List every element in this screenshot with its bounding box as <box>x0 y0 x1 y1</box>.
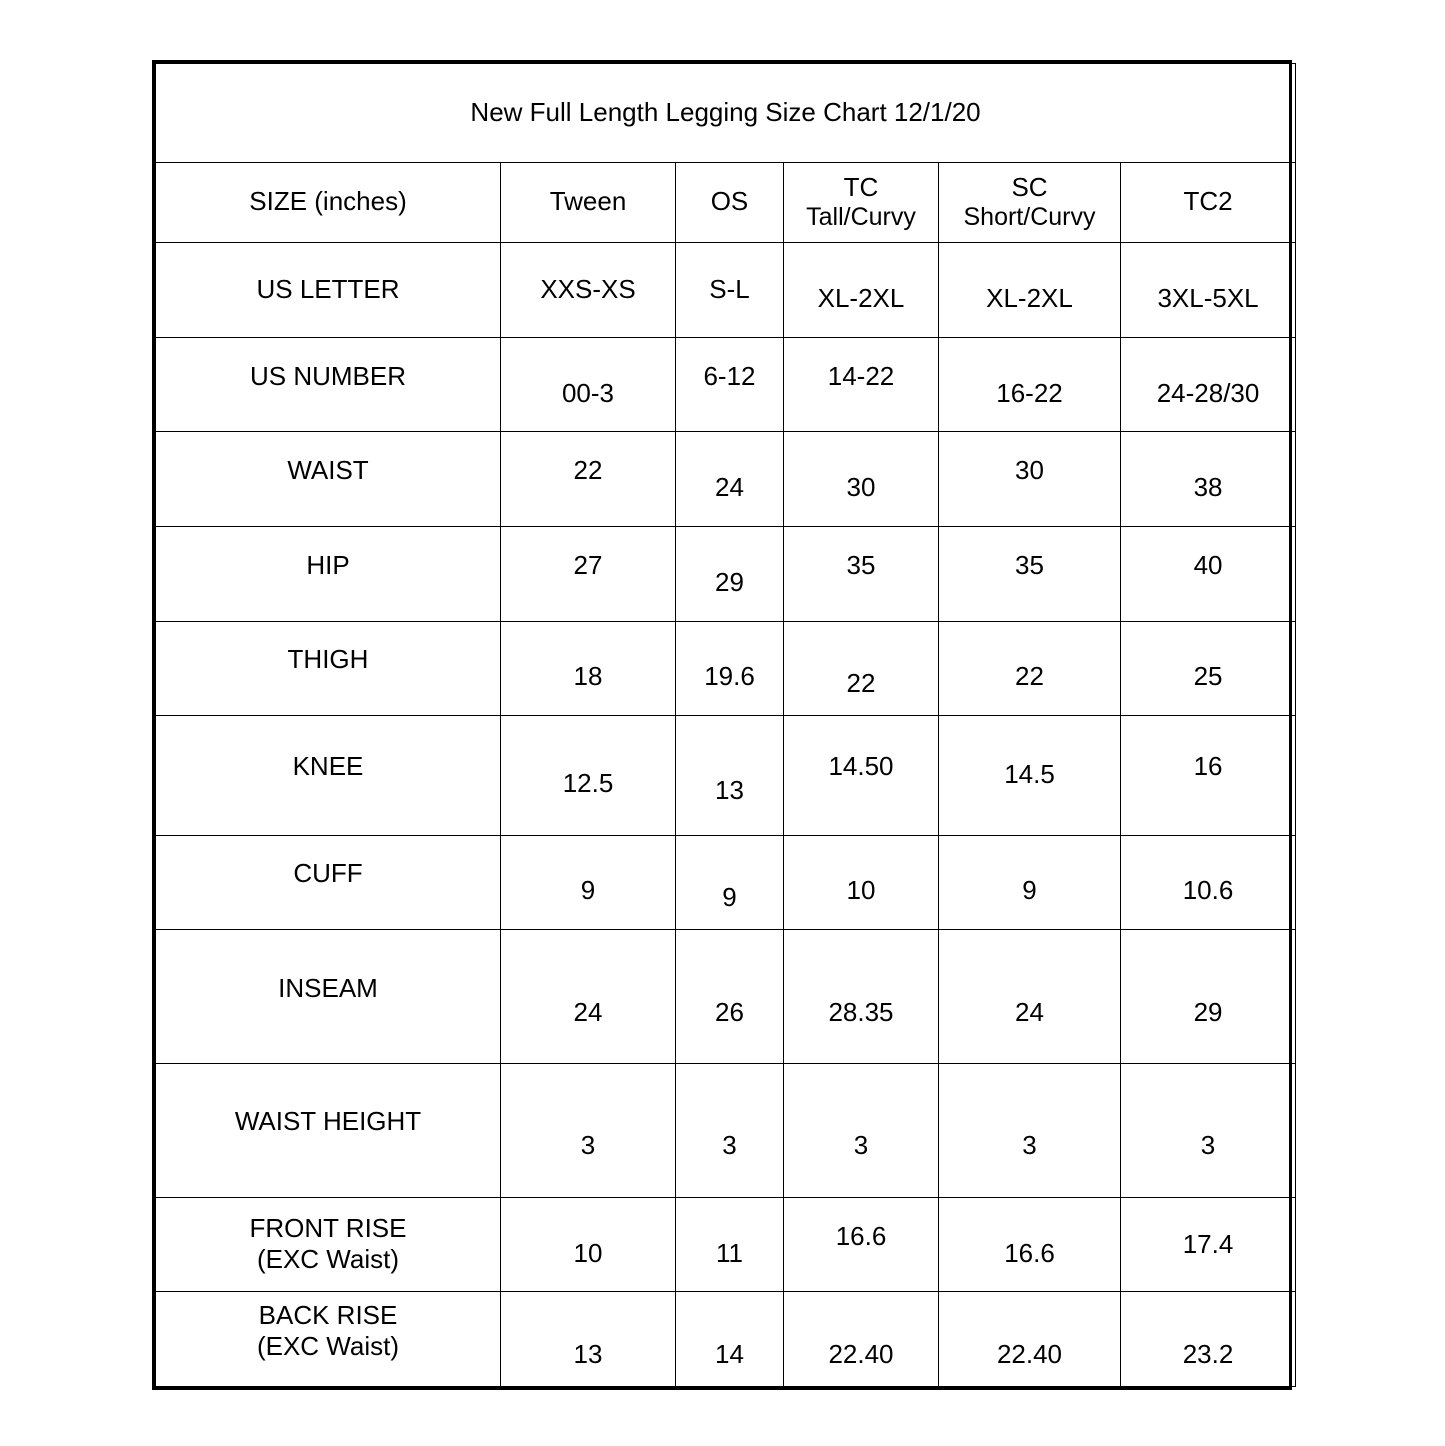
cell-cuff-tc: 10 <box>784 844 939 939</box>
cell-thigh-tween: 18 <box>501 630 676 725</box>
size-chart-table <box>155 63 1296 1387</box>
cell-front-rise-tc: 16.6 <box>784 1189 939 1284</box>
cell-front-rise-os: 11 <box>676 1206 784 1301</box>
cell-us-number-tween: 00-3 <box>501 346 676 441</box>
column-header-sc <box>939 162 1121 242</box>
table-row <box>156 1063 1296 1197</box>
table-row <box>156 621 1296 716</box>
column-header-sc-main: SC <box>1011 172 1048 203</box>
row-label-back-rise-line2: (EXC Waist) <box>256 1331 400 1362</box>
cell-us-letter-tween: XXS-XS <box>501 242 676 337</box>
cell-hip-tween: 27 <box>501 518 676 613</box>
cell-front-rise-tc2: 17.4 <box>1121 1197 1296 1292</box>
cell-us-letter-os: S-L <box>676 242 784 337</box>
cell-knee-sc: 14.5 <box>939 716 1121 835</box>
cell-back-rise-tween: 13 <box>501 1308 676 1403</box>
cell-cuff-tween: 9 <box>501 844 676 939</box>
cell-cuff-tc2: 10.6 <box>1121 844 1296 939</box>
cell-knee-tc: 14.50 <box>784 708 939 827</box>
cell-us-letter-tc: XL-2XL <box>784 251 939 346</box>
cell-thigh-sc: 22 <box>939 630 1121 725</box>
row-label-hip: HIP <box>156 518 501 613</box>
cell-hip-tc: 35 <box>784 518 939 613</box>
cell-waist-height-tc: 3 <box>784 1079 939 1213</box>
table-row <box>156 526 1296 621</box>
row-label-us-number: US NUMBER <box>156 329 501 424</box>
cell-us-number-os: 6-12 <box>676 329 784 424</box>
cell-hip-os: 29 <box>676 535 784 630</box>
row-label-cuff: CUFF <box>156 827 501 922</box>
cell-waist-sc: 30 <box>939 424 1121 519</box>
cell-cuff-os: 9 <box>676 851 784 946</box>
row-label-knee: KNEE <box>156 708 501 827</box>
cell-inseam-tc: 28.35 <box>784 946 939 1080</box>
cell-back-rise-sc: 22.40 <box>939 1308 1121 1403</box>
cell-back-rise-tc2: 23.2 <box>1121 1308 1296 1403</box>
row-label-waist-height: WAIST HEIGHT <box>156 1055 501 1189</box>
table-row <box>156 1292 1296 1387</box>
row-label-us-letter: US LETTER <box>156 242 501 337</box>
cell-waist-height-sc: 3 <box>939 1079 1121 1213</box>
size-chart-frame <box>152 60 1292 1390</box>
cell-front-rise-sc: 16.6 <box>939 1206 1121 1301</box>
column-header-tc-main: TC <box>843 172 879 203</box>
column-header-tc <box>784 162 939 242</box>
table-row <box>156 432 1296 527</box>
table-row <box>156 930 1296 1064</box>
cell-knee-tween: 12.5 <box>501 725 676 844</box>
cell-waist-height-tc2: 3 <box>1121 1079 1296 1213</box>
row-label-front-rise-line2: (EXC Waist) <box>256 1244 400 1275</box>
row-label-waist: WAIST <box>156 424 501 519</box>
column-header-tc2: TC2 <box>1121 162 1296 242</box>
cell-waist-height-os: 3 <box>676 1079 784 1213</box>
table-row <box>156 242 1296 337</box>
column-header-tc-sub: Tall/Curvy <box>806 202 916 231</box>
row-label-back-rise-line1: BACK RISE <box>258 1299 398 1330</box>
cell-inseam-sc: 24 <box>939 946 1121 1080</box>
cell-hip-sc: 35 <box>939 518 1121 613</box>
cell-front-rise-tween: 10 <box>501 1206 676 1301</box>
cell-back-rise-os: 14 <box>676 1308 784 1403</box>
cell-us-number-sc: 16-22 <box>939 346 1121 441</box>
cell-thigh-os: 19.6 <box>676 630 784 725</box>
cell-knee-tc2: 16 <box>1121 708 1296 827</box>
cell-cuff-sc: 9 <box>939 844 1121 939</box>
chart-title-row <box>156 64 1296 163</box>
cell-waist-height-tween: 3 <box>501 1079 676 1213</box>
row-label-front-rise-line1: FRONT RISE <box>249 1213 407 1244</box>
column-header-tween: Tween <box>501 162 676 242</box>
row-label-thigh: THIGH <box>156 613 501 708</box>
column-header-os: OS <box>676 162 784 242</box>
cell-thigh-tc: 22 <box>784 637 939 732</box>
cell-back-rise-tc: 22.40 <box>784 1308 939 1403</box>
cell-us-letter-tc2: 3XL-5XL <box>1121 251 1296 346</box>
table-row <box>156 716 1296 835</box>
cell-us-number-tc2: 24-28/30 <box>1121 346 1296 441</box>
cell-us-letter-sc: XL-2XL <box>939 251 1121 346</box>
cell-waist-os: 24 <box>676 441 784 536</box>
row-label-back-rise <box>156 1284 501 1379</box>
cell-knee-os: 13 <box>676 732 784 851</box>
cell-waist-tc: 30 <box>784 441 939 536</box>
table-header-row <box>156 162 1296 242</box>
row-label-front-rise <box>156 1197 501 1292</box>
column-header-size: SIZE (inches) <box>156 162 501 242</box>
row-label-inseam: INSEAM <box>156 922 501 1056</box>
cell-us-number-tc: 14-22 <box>784 329 939 424</box>
table-row <box>156 337 1296 432</box>
cell-thigh-tc2: 25 <box>1121 630 1296 725</box>
cell-inseam-tc2: 29 <box>1121 946 1296 1080</box>
cell-inseam-os: 26 <box>676 946 784 1080</box>
cell-waist-tween: 22 <box>501 424 676 519</box>
cell-inseam-tween: 24 <box>501 946 676 1080</box>
column-header-sc-sub: Short/Curvy <box>963 202 1096 231</box>
cell-hip-tc2: 40 <box>1121 518 1296 613</box>
chart-title: New Full Length Legging Size Chart 12/1/20 <box>156 64 1296 163</box>
cell-waist-tc2: 38 <box>1121 441 1296 536</box>
